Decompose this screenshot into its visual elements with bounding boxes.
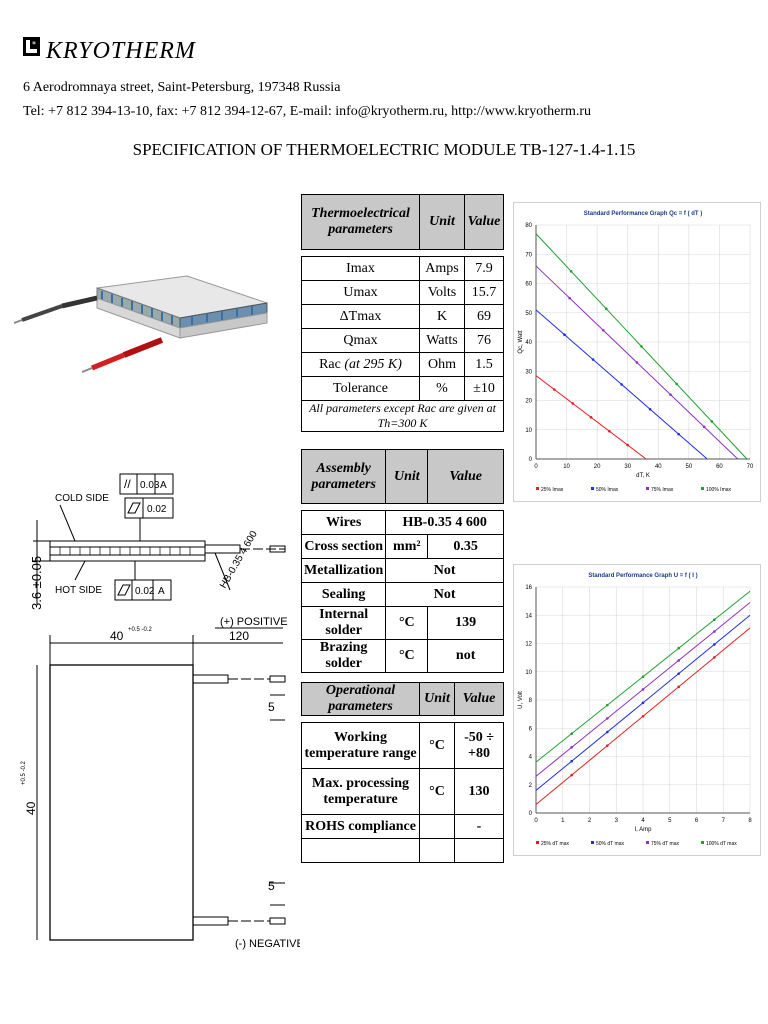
data-point xyxy=(677,686,680,689)
data-point xyxy=(592,358,595,361)
data-point xyxy=(626,444,629,447)
legend-marker xyxy=(591,487,594,490)
y-tick-label: 60 xyxy=(525,281,532,288)
data-point xyxy=(642,688,645,691)
parallel-top-value: 0.02 xyxy=(147,504,167,515)
y-tick-label: 2 xyxy=(528,782,532,789)
x-tick-label: 7 xyxy=(721,818,725,824)
legend-label: 100% Imax xyxy=(706,487,732,493)
svg-text:*: * xyxy=(32,40,36,49)
y-tick-label: 12 xyxy=(525,641,532,648)
y-tick-label: 10 xyxy=(525,427,532,434)
svg-text://: // xyxy=(124,477,131,491)
data-point xyxy=(571,402,574,405)
assembly-header-value: Value xyxy=(428,450,504,504)
legend-marker xyxy=(591,841,594,844)
legend-label: 75% Imax xyxy=(651,487,674,493)
x-tick-label: 40 xyxy=(654,464,662,470)
x-tick-label: 2 xyxy=(587,818,592,824)
height-dimension: 3.6 ±0.05 xyxy=(29,555,44,610)
y-tick-label: 4 xyxy=(528,754,532,761)
data-point xyxy=(636,361,639,364)
hot-side-label: HOT SIDE xyxy=(55,585,103,596)
y-tick-label: 40 xyxy=(525,340,532,346)
table-row: ROHS compliance - xyxy=(302,815,504,839)
width-tolerance: +0.5 -0.2 xyxy=(128,627,152,633)
strip-length-bottom: 5 xyxy=(268,879,275,893)
thermo-header-param: Thermoelectrical parameters xyxy=(302,195,420,250)
negative-lead-label: (-) NEGATIVE xyxy=(235,938,300,950)
lead-length: 120 xyxy=(229,629,250,643)
thermo-table-note: All parameters except Rac are given at Th=300 K xyxy=(302,401,504,432)
data-point xyxy=(710,420,713,423)
thermoelectrical-table xyxy=(301,194,504,432)
data-point xyxy=(605,308,608,311)
x-tick-label: 5 xyxy=(668,818,672,824)
data-point xyxy=(620,383,623,386)
data-point xyxy=(606,744,609,747)
table-row: Imax Amps 7.9 xyxy=(302,257,504,281)
x-tick-label: 8 xyxy=(748,818,752,824)
thermo-header-value: Value xyxy=(465,195,504,250)
data-point xyxy=(677,433,680,436)
x-tick-label: 0 xyxy=(534,818,538,824)
legend-marker xyxy=(701,487,704,490)
datum-label: A xyxy=(160,480,167,491)
y-tick-label: 6 xyxy=(528,726,532,733)
parallel-bottom-value: 0.02 xyxy=(135,586,155,597)
y-axis-label: U, Volt xyxy=(518,691,524,709)
data-point xyxy=(570,732,573,735)
table-row: Cross section mm² 0.35 xyxy=(302,535,504,559)
y-tick-label: 50 xyxy=(525,310,532,317)
kryotherm-logo-icon xyxy=(23,37,40,56)
legend-label: 50% dT max xyxy=(596,841,624,847)
y-tick-label: 0 xyxy=(528,811,532,817)
legend-marker xyxy=(646,841,649,844)
y-tick-label: 0 xyxy=(528,457,532,463)
data-point xyxy=(669,393,672,396)
data-point xyxy=(606,717,609,720)
operational-header-unit: Unit xyxy=(420,683,455,716)
chart-title: Standard Performance Graph Qc = f ( dT ) xyxy=(583,211,703,217)
x-tick-label: 3 xyxy=(614,818,618,824)
datum-label-2: A xyxy=(158,586,165,597)
data-point xyxy=(570,774,573,777)
chart-title: Standard Performance Graph U = f ( I ) xyxy=(588,573,698,579)
table-row xyxy=(302,839,504,863)
data-point xyxy=(570,746,573,749)
y-tick-label: 14 xyxy=(525,613,532,620)
data-point xyxy=(703,426,706,429)
assembly-header-param: Assembly parameters xyxy=(302,450,386,504)
data-point xyxy=(677,647,680,650)
assembly-table xyxy=(301,449,504,673)
legend-label: 75% dT max xyxy=(651,841,679,847)
y-tick-label: 10 xyxy=(525,669,532,676)
x-axis-label: dT, K xyxy=(636,473,650,479)
width-dimension: 40 xyxy=(110,629,124,643)
table-row: Max. processing temperature °C 130 xyxy=(302,769,504,815)
x-tick-label: 70 xyxy=(746,464,754,470)
data-point xyxy=(642,675,645,678)
operational-table xyxy=(301,682,504,863)
data-point xyxy=(642,715,645,718)
x-tick-label: 50 xyxy=(685,464,693,470)
x-tick-label: 6 xyxy=(694,818,699,824)
table-row: Umax Volts 15.7 xyxy=(302,281,504,305)
legend-label: 25% Imax xyxy=(541,487,564,493)
company-name: KRYOTHERM xyxy=(46,38,196,64)
data-point xyxy=(677,672,680,675)
chart-qc-vs-dt xyxy=(513,202,761,502)
data-point xyxy=(677,659,680,662)
legend-marker xyxy=(536,841,539,844)
y-tick-label: 20 xyxy=(525,398,532,405)
data-point xyxy=(570,760,573,763)
height2-dimension: 40 xyxy=(24,801,38,815)
data-point xyxy=(640,345,643,348)
data-point xyxy=(606,704,609,707)
table-row: Wires HB-0.35 4 600 xyxy=(302,511,504,535)
y-tick-label: 8 xyxy=(528,698,532,704)
x-tick-label: 30 xyxy=(624,464,632,470)
legend-marker xyxy=(536,487,539,490)
legend-label: 50% Imax xyxy=(596,487,619,493)
x-axis-label: I, Amp xyxy=(634,827,652,833)
data-point xyxy=(606,731,609,734)
data-point xyxy=(590,416,593,419)
thermo-header-unit: Unit xyxy=(420,195,465,250)
x-tick-label: 1 xyxy=(561,818,565,824)
y-axis-label: Qc, Watt xyxy=(518,330,524,354)
strip-length-top: 5 xyxy=(268,700,275,714)
legend-label: 25% dT max xyxy=(541,841,569,847)
data-point xyxy=(553,388,556,391)
x-tick-label: 10 xyxy=(563,464,570,470)
table-row: Brazing solder °C not xyxy=(302,640,504,673)
table-row: Metallization Not xyxy=(302,559,504,583)
wire-label: HB-0.35 4 600 xyxy=(218,529,260,591)
document-title: SPECIFICATION OF THERMOELECTRIC MODULE TB-127-1.4-1.15 xyxy=(132,140,636,159)
x-tick-label: 20 xyxy=(593,464,601,470)
data-point xyxy=(563,333,566,336)
assembly-header-unit: Unit xyxy=(386,450,428,504)
table-row: Internal solder °C 139 xyxy=(302,607,504,640)
module-photo xyxy=(12,258,272,388)
data-point xyxy=(713,618,716,621)
data-point xyxy=(649,408,652,411)
data-point xyxy=(713,630,716,633)
operational-header-value: Value xyxy=(455,683,504,716)
data-point xyxy=(713,643,716,646)
y-tick-label: 80 xyxy=(525,223,532,229)
table-row: Qmax Watts 76 xyxy=(302,329,504,353)
y-tick-label: 30 xyxy=(525,369,532,376)
data-point xyxy=(713,656,716,659)
company-address: 6 Aerodromnaya street, Saint-Petersburg, 197348 Russia xyxy=(23,80,341,95)
technical-drawing xyxy=(15,465,300,960)
data-point xyxy=(570,270,573,273)
y-tick-label: 70 xyxy=(525,252,532,259)
data-point xyxy=(568,297,571,300)
table-row: Rac (at 295 K) Ohm 1.5 xyxy=(302,353,504,377)
legend-label: 100% dT max xyxy=(706,841,737,847)
company-contact: Tel: +7 812 394-13-10, fax: +7 812 394-12-67, E-mail: info@kryotherm.ru, http://www.kryotherm.ru xyxy=(23,104,592,119)
y-tick-label: 16 xyxy=(525,585,532,591)
legend-marker xyxy=(701,841,704,844)
height2-tolerance: +0.5 -0.2 xyxy=(21,761,27,785)
data-point xyxy=(642,702,645,705)
x-tick-label: 60 xyxy=(716,464,723,470)
operational-header-param: Operational parameters xyxy=(302,683,420,716)
legend-marker xyxy=(646,487,649,490)
x-tick-label: 0 xyxy=(534,464,538,470)
table-row: ΔTmax K 69 xyxy=(302,305,504,329)
table-row: Working temperature range °C -50 ÷ +80 xyxy=(302,723,504,769)
positive-lead-label: (+) POSITIVE xyxy=(220,616,288,628)
data-point xyxy=(675,383,678,386)
data-point xyxy=(602,329,605,332)
x-tick-label: 4 xyxy=(641,818,645,824)
table-row: Sealing Not xyxy=(302,583,504,607)
flatness-value: 0.03 xyxy=(140,480,160,491)
cold-side-label: COLD SIDE xyxy=(55,493,109,504)
chart-u-vs-i xyxy=(513,564,761,856)
data-point xyxy=(608,430,611,433)
table-row: Tolerance % ±10 xyxy=(302,377,504,401)
